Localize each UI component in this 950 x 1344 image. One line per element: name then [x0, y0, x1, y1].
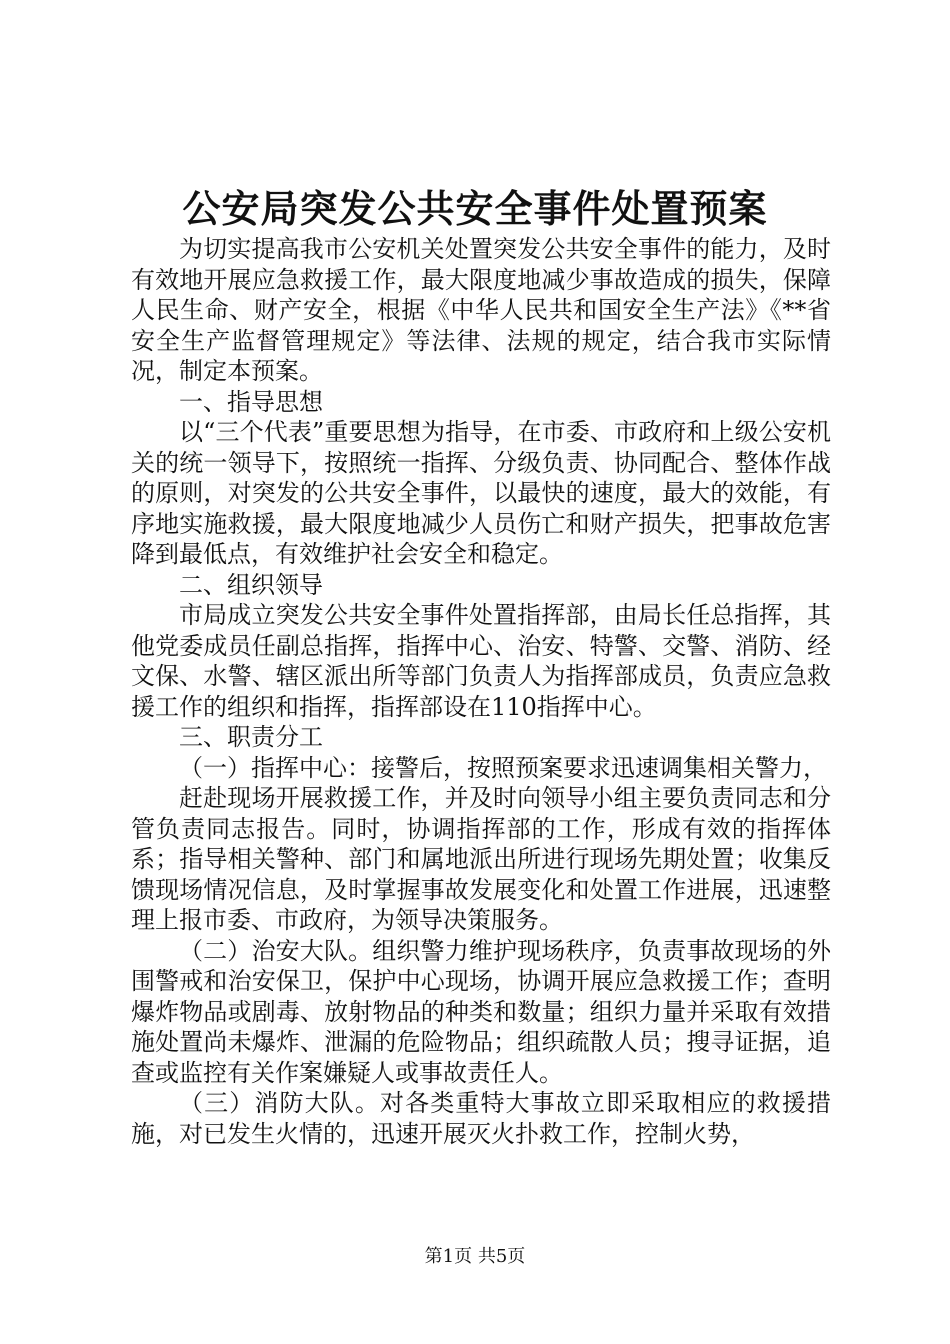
- paragraph-organization: 市局成立突发公共安全事件处置指挥部，由局长任总指挥，其他党委成员任副总指挥，指挥中心、治安、特警、交警、消防、经文保、水警、辖区派出所等部门负责人为指挥部成员，负责应急救援工作的组织和指挥，指挥部设在110指挥中心。: [131, 601, 831, 721]
- page-footer: 第1页 共5页: [424, 1246, 526, 1267]
- document-title: 公安局突发公共安全事件处置预案: [182, 186, 768, 231]
- paragraph-fire-brigade: （三）消防大队。对各类重特大事故立即采取相应的救援措施，对已发生火情的，迅速开展灭火扑救工作，控制火势，: [131, 1089, 831, 1148]
- paragraph-command-center-cont: 赶赴现场开展救援工作，并及时向领导小组主要负责同志和分管负责同志报告。同时，协调指挥部的工作，形成有效的指挥体系；指导相关警种、部门和属地派出所进行现场先期处置；收集反馈现场情况信息，及时掌握事故发展变化和处置工作进展，迅速整理上报市委、市政府，为领导决策服务。: [131, 784, 831, 934]
- paragraph-public-security: （二）治安大队。组织警力维护现场秩序，负责事故现场的外围警戒和治安保卫，保护中心现场，协调开展应急救援工作；查明爆炸物品或剧毒、放射物品的种类和数量；组织力量并采取有效措施处置尚未爆炸、泄漏的危险物品；组织疏散人员；搜寻证据，追查或监控有关作案嫌疑人或事故责任人。: [131, 936, 831, 1087]
- paragraph-command-center: （一）指挥中心：接警后，按照预案要求迅速调集相关警力，: [179, 753, 827, 782]
- section-heading-duties: 三、职责分工: [179, 723, 323, 751]
- document-body: [131, 234, 831, 1149]
- section-heading-organization: 二、组织领导: [179, 570, 323, 599]
- paragraph-guiding-thought: 以“三个代表”重要思想为指导，在市委、市政府和上级公安机关的统一领导下，按照统一指挥、分级负责、协同配合、整体作战的原则，对突发的公共安全事件，以最快的速度，最大的效能，有序地实施救援，最大限度地减少人员伤亡和财产损失，把事故危害降到最低点，有效维护社会安全和稳定。: [131, 418, 831, 568]
- section-heading-guiding-thought: 一、指导思想: [179, 387, 323, 416]
- paragraph-intro: 为切实提高我市公安机关处置突发公共安全事件的能力，及时有效地开展应急救援工作，最大限度地减少事故造成的损失，保障人民生命、财产安全，根据《中华人民共和国安全生产法》《**省安全生产监督管理规定》等法律、法规的规定，结合我市实际情况，制定本预案。: [131, 235, 831, 385]
